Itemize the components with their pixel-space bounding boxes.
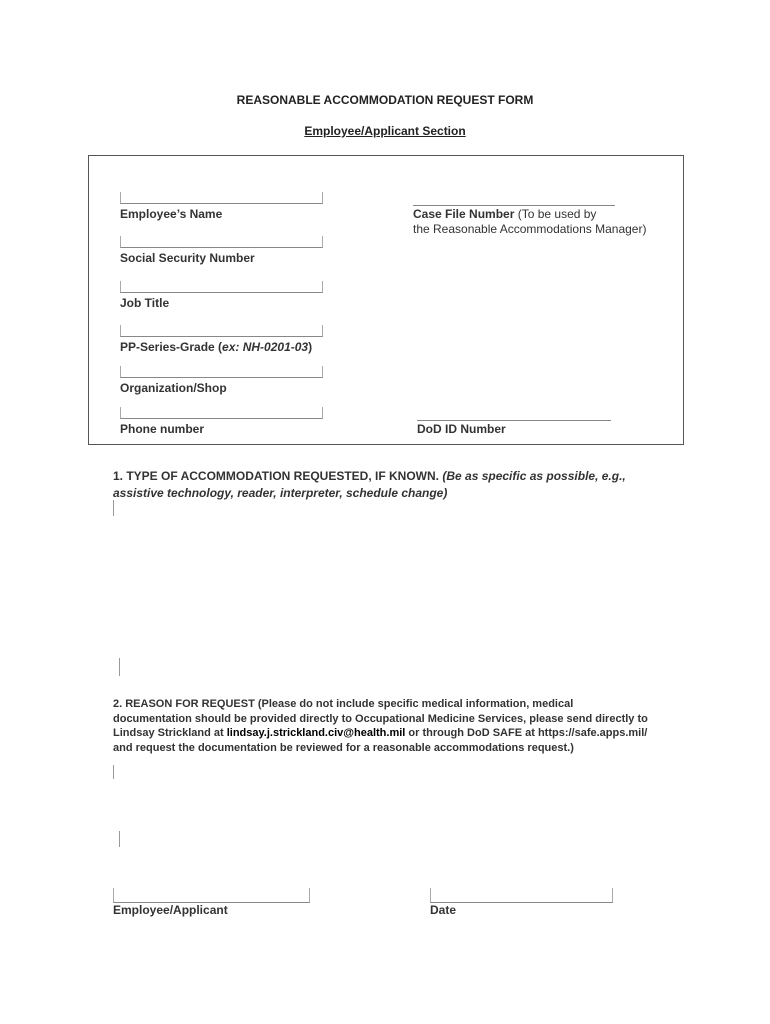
dod-id-label: DoD ID Number: [417, 422, 506, 436]
pp-series-grade-label: PP-Series-Grade (ex: NH-0201-03): [120, 340, 313, 354]
reason-for-request-text-field[interactable]: [113, 765, 114, 779]
employee-info-box: [88, 155, 684, 445]
job-title-label: Job Title: [120, 296, 170, 310]
accommodation-type-heading: 1. TYPE OF ACCOMMODATION REQUESTED, IF KNOWN. (Be as specific as possible, e.g., assistive technology, reader, interpreter, schedule change): [113, 469, 626, 500]
section-subtitle: Employee/Applicant Section: [304, 124, 466, 138]
date-label: Date: [430, 903, 457, 917]
phone-field[interactable]: [120, 407, 323, 419]
accommodation-type-field-end: [119, 658, 120, 676]
accommodation-type-text-field[interactable]: [113, 500, 114, 516]
employee-name-label: Employee’s Name: [120, 207, 223, 221]
dod-id-field[interactable]: [417, 409, 611, 421]
pp-series-grade-field[interactable]: [120, 325, 323, 337]
employee-name-field[interactable]: [120, 192, 323, 204]
ssn-field[interactable]: [120, 236, 323, 248]
ssn-label: Social Security Number: [120, 251, 255, 265]
reason-for-request-heading: 2. REASON FOR REQUEST (Please do not include specific medical information, medical documentation should be provided directly to Occupational Medicine Services, please send directly to Lindsay Strickland at lindsay.j.strickland.civ@health.mil or through DoD SAFE at https://safe.apps.mil/ and request the documentation be reviewed for a reasonable accommodations request.): [113, 698, 648, 754]
employee-signature-label: Employee/Applicant: [113, 903, 228, 917]
case-file-number-field: [413, 194, 615, 206]
case-file-number-label: Case File Number (To be used by: [413, 207, 597, 221]
form-title: REASONABLE ACCOMMODATION REQUEST FORM: [236, 93, 534, 107]
organization-field[interactable]: [120, 366, 323, 378]
phone-label: Phone number: [120, 422, 205, 436]
organization-label: Organization/Shop: [120, 381, 227, 395]
reason-for-request-field-end: [119, 831, 120, 847]
job-title-field[interactable]: [120, 281, 323, 293]
case-file-number-note: the Reasonable Accommodations Manager): [413, 222, 647, 236]
date-field[interactable]: [430, 888, 613, 903]
employee-signature-field[interactable]: [113, 888, 310, 903]
